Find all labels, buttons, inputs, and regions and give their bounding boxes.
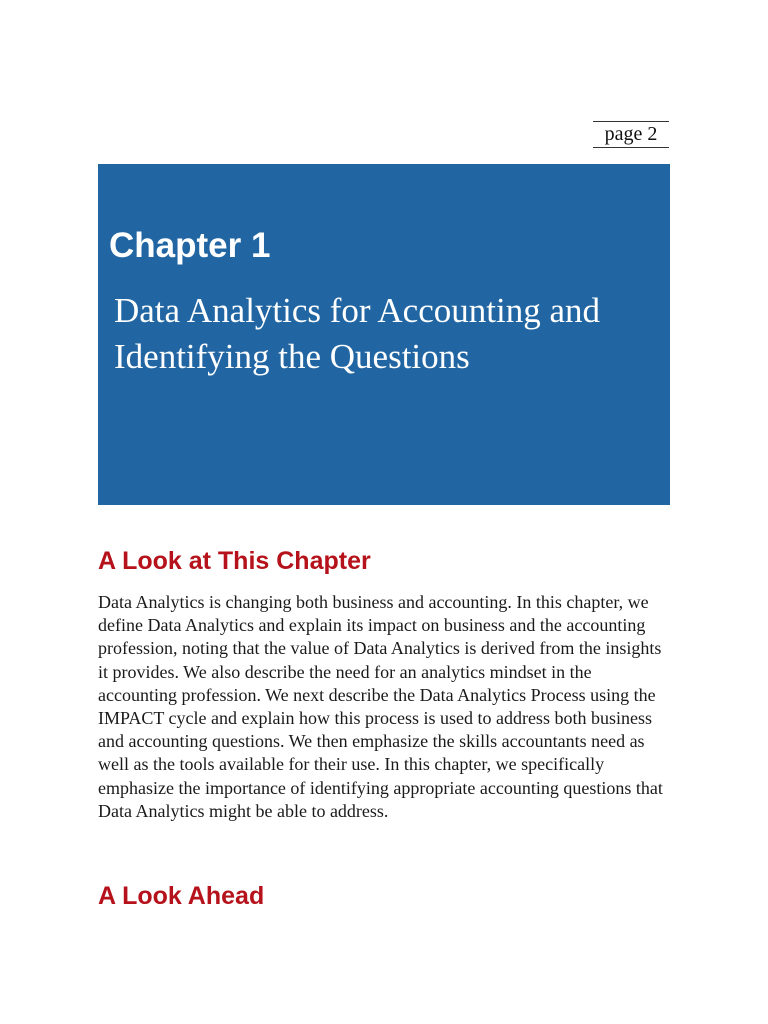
chapter-number: Chapter 1 bbox=[109, 226, 271, 265]
section-heading-look-at-this-chapter: A Look at This Chapter bbox=[98, 547, 371, 575]
chapter-title: Data Analytics for Accounting and Identifying the Questions bbox=[114, 291, 600, 376]
page-number-label: page 2 bbox=[593, 121, 669, 148]
section-heading-look-ahead: A Look Ahead bbox=[98, 882, 265, 910]
chapter-banner bbox=[98, 164, 670, 505]
chapter-overview-paragraph: Data Analytics is changing both business and accounting. In this chapter, we define Data Analytics and explain its impact on business and the accounting profession, noting that the value of Data Analytics is derived from the insights it provides. We also describe the need for an analytics mindset in the accounting profession. We next describe the Data Analytics Process using the IMPACT cycle and explain how this process is used to address both business and accounting questions. We then emphasize the skills accountants need as well as the tools available for their use. In this chapter, we specifically emphasize the importance of identifying appropriate accounting questions that Data Analytics might be able to address. bbox=[98, 592, 663, 821]
